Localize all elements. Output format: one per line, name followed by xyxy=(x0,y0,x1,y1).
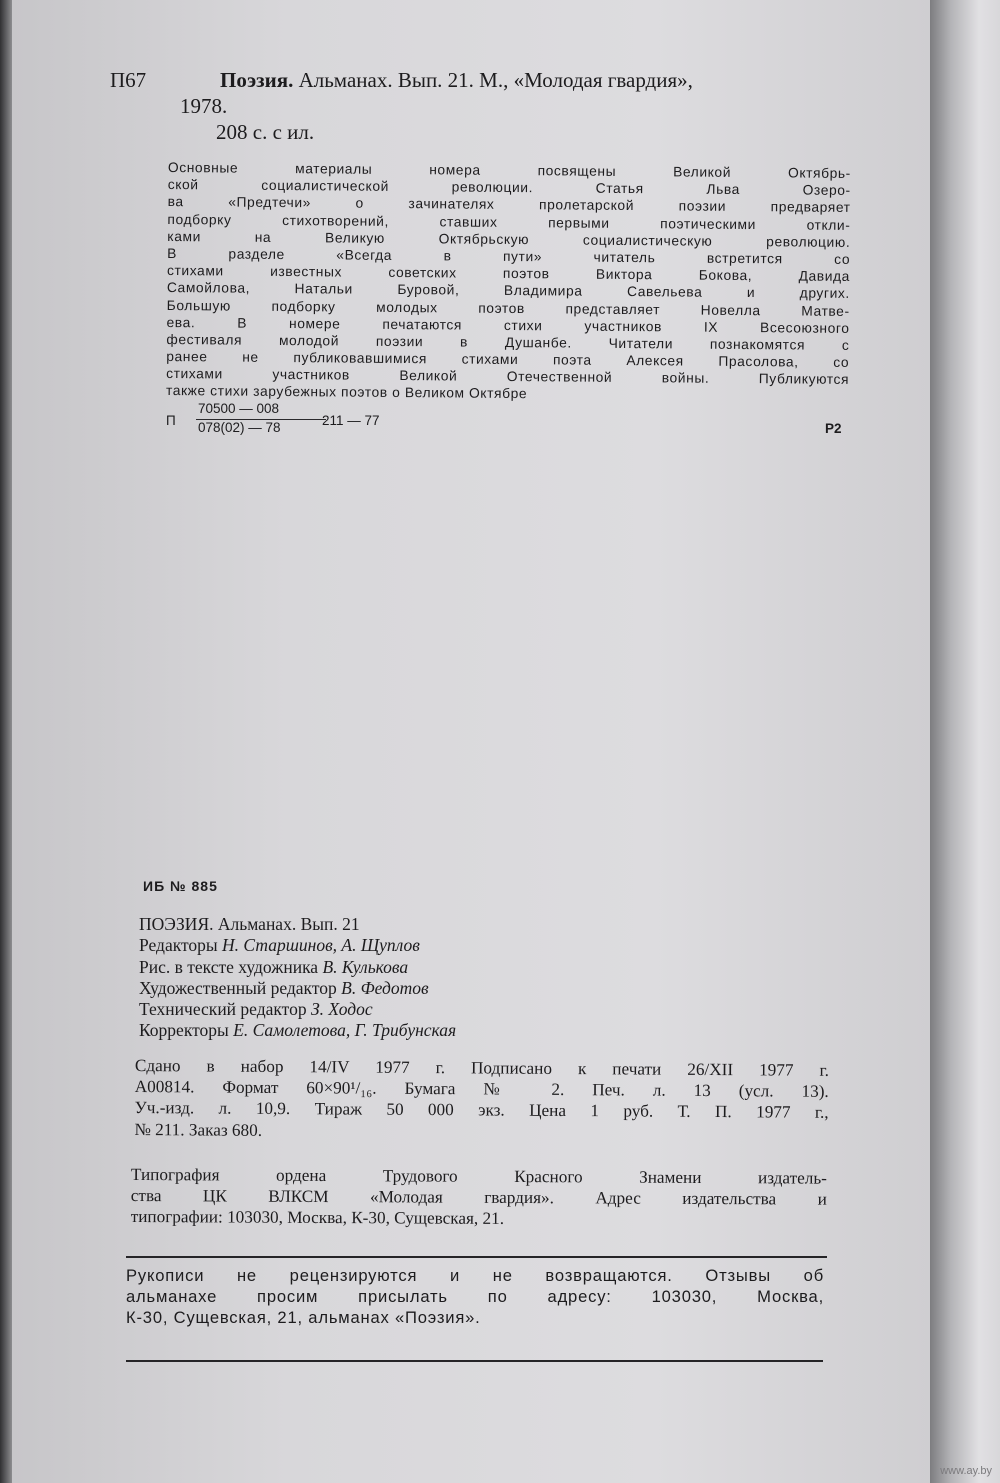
annotation-line: Большую подборку молодых поэтов представляет Новелла Матве- xyxy=(166,297,850,319)
annotation-line: Самойлова, Натальи Буровой, Владимира Савельева и других. xyxy=(166,280,850,302)
book-gutter xyxy=(930,0,1000,1483)
bib-class-code: Р2 xyxy=(825,421,842,436)
annotation-line: В разделе «Всегда в пути» читатель встретится со xyxy=(167,245,851,267)
divider-bottom xyxy=(126,1360,823,1362)
credit-row xyxy=(139,1020,456,1041)
printing-line: А00814. Формат 60×90¹/₁₆. Бумага № 2. Печ. л. 13 (усл. 13). xyxy=(134,1077,829,1102)
credit-role: Редакторы xyxy=(139,935,223,956)
printing-line: Уч.-изд. л. 10,9. Тираж 50 000 экз. Цена 1 руб. Т. П. 1977 г., xyxy=(134,1098,829,1123)
bib-denominator: 078(02) — 78 xyxy=(198,420,281,435)
typography-info xyxy=(131,1164,827,1231)
annotation-line: ева. В номере печатаются стихи участников IX Всесоюзного xyxy=(166,314,850,336)
annotation-line: подборку стихотворений, ставших первыми поэтическими откли- xyxy=(167,211,851,233)
credit-row xyxy=(139,999,456,1020)
publication-year: 1978. xyxy=(180,94,228,118)
annotation-line: ва «Предтечи» о зачинателях пролетарской поэзии предваряет xyxy=(167,194,851,216)
credit-name: Е. Самолетова, Г. Трибунская xyxy=(233,1020,457,1041)
annotation-line: ками на Великую Октябрьскую социалистическую революцию. xyxy=(167,228,851,250)
page-count: 208 с. с ил. xyxy=(216,120,315,144)
bib-rest: 211 — 77 xyxy=(322,413,380,428)
bib-numerator: 70500 — 008 xyxy=(198,401,280,416)
typography-line: типографии: 103030, Москва, К-30, Сущевская, 21. xyxy=(130,1207,505,1229)
note-line: альманахе просим присылать по адресу: 103030, Москва, xyxy=(126,1287,824,1307)
credit-name: Н. Старшинов, А. Щуплов xyxy=(222,935,420,956)
annotation-line: также стихи зарубежных поэтов о Великом Октябре xyxy=(165,383,528,402)
printing-line: № 211. Заказ 680. xyxy=(134,1119,263,1140)
credit-row xyxy=(139,978,456,999)
submission-note xyxy=(126,1265,824,1329)
credit-name: В. Кулькова xyxy=(322,956,409,977)
annotation-line: стихами известных советских поэтов Виктора Бокова, Давида xyxy=(166,263,851,285)
annotation-line: стихами участников Великой Отечественной войны. Публикуются xyxy=(166,366,850,388)
annotation-line: Основные материалы номера посвящены Великой Октябрь- xyxy=(167,159,851,181)
note-line: Рукописи не рецензируются и не возвращаются. Отзывы об xyxy=(126,1266,824,1285)
title-rest: Альманах. Вып. 21. М., «Молодая гвардия», xyxy=(298,68,693,92)
note-line: К-30, Сущевская, 21, альманах «Поэзия». xyxy=(126,1308,481,1328)
printing-line: Сдано в набор 14/IV 1977 г. Подписано к печати 26/XII 1977 г. xyxy=(134,1056,829,1080)
credit-name: З. Ходос xyxy=(310,999,373,1020)
annotation-line: фестиваля молодой поэзии в Душанбе. Читатели познакомятся с xyxy=(166,331,850,353)
bib-prefix: П xyxy=(166,413,176,428)
credit-role: Рис. в тексте художника xyxy=(139,956,323,977)
credit-role: ПОЭЗИЯ. Альманах. Вып. 21 xyxy=(139,914,360,934)
annotation-line: ранее не публиковавшимися стихами поэта Алексея Прасолова, со xyxy=(166,349,850,371)
typography-line: Типография ордена Трудового Красного Знамени издатель- xyxy=(130,1165,827,1188)
credit-role: Технический редактор xyxy=(139,999,311,1020)
annotation-paragraph xyxy=(166,159,851,406)
credit-role: Корректоры xyxy=(139,1020,234,1041)
credit-row xyxy=(139,935,456,956)
watermark: www.ay.by xyxy=(940,1465,992,1477)
credit-row xyxy=(139,914,456,935)
bibliographic-heading xyxy=(220,68,693,93)
credit-name: В. Федотов xyxy=(341,977,429,998)
credit-role: Художественный редактор xyxy=(139,977,342,998)
library-code: П67 xyxy=(110,68,147,92)
credit-row xyxy=(139,957,456,978)
ib-number: ИБ № 885 xyxy=(143,878,218,894)
annotation-line: ской социалистической революции. Статья Льва Озеро- xyxy=(167,177,851,199)
page-left-edge xyxy=(0,0,12,1483)
typography-line: ства ЦК ВЛКСМ «Молодая гвардия». Адрес издательства и xyxy=(130,1186,827,1209)
printing-info xyxy=(134,1055,829,1145)
title-bold: Поэзия. xyxy=(220,68,294,92)
credits-block xyxy=(139,914,456,1042)
divider-top xyxy=(126,1256,827,1258)
